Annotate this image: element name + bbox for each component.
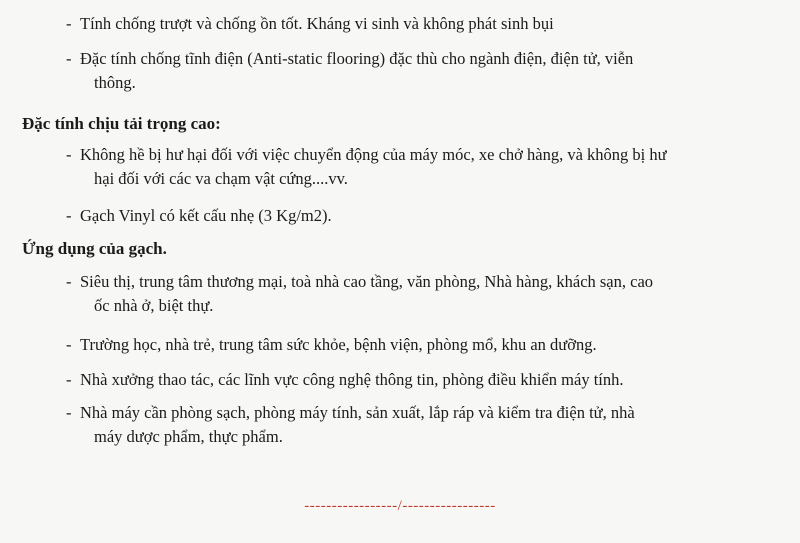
item-line: Nhà xưởng thao tác, các lĩnh vực công nghệ thông tin, phòng điều khiển máy tính. [80, 370, 624, 389]
item-line: Tính chống trượt và chống ồn tốt. Kháng vi sinh và không phát sinh bụi [80, 14, 554, 33]
item-line: Đặc tính chống tĩnh điện (Anti-static flooring) đặc thù cho ngành điện, điện tử, viễn [80, 49, 634, 68]
item-line: Siêu thị, trung tâm thương mại, toà nhà cao tầng, văn phòng, Nhà hàng, khách sạn, cao [80, 272, 654, 291]
item-line: Gạch Vinyl có kết cấu nhẹ (3 Kg/m2). [80, 206, 332, 225]
section-heading: Đặc tính chịu tải trọng cao: [22, 114, 221, 133]
item-line: Nhà máy cần phòng sạch, phòng máy tính, sản xuất, lắp ráp và kiểm tra điện tử, nhà [80, 403, 635, 422]
list-item [66, 143, 780, 191]
bullet-dash: - [66, 49, 72, 68]
bullet-dash: - [66, 206, 72, 225]
item-line-continued: máy dược phẩm, thực phẩm. [94, 427, 283, 446]
item-line-continued: ốc nhà ở, biệt thự. [94, 296, 214, 315]
item-line: Trường học, nhà trẻ, trung tâm sức khỏe, bệnh viện, phòng mổ, khu an dưỡng. [80, 335, 597, 354]
bullet-dash: - [66, 335, 72, 354]
list-item [66, 12, 780, 36]
list-item [66, 270, 780, 318]
item-line-continued: hại đối với các va chạm vật cứng....vv. [94, 169, 348, 188]
end-separator: -----------------/----------------- [304, 498, 496, 514]
bullet-dash: - [66, 14, 72, 33]
bullet-dash: - [66, 370, 72, 389]
list-item [66, 333, 780, 357]
item-line: Không hề bị hư hại đối với việc chuyển động của máy móc, xe chở hàng, và không bị hư [80, 145, 667, 164]
list-item [66, 401, 780, 449]
list-item [66, 368, 780, 392]
item-line-continued: thông. [94, 73, 136, 92]
section-heading: Ứng dụng của gạch. [22, 239, 167, 258]
bullet-dash: - [66, 272, 72, 291]
bullet-dash: - [66, 145, 72, 164]
bullet-dash: - [66, 403, 72, 422]
list-item [66, 47, 780, 95]
list-item [66, 204, 780, 228]
